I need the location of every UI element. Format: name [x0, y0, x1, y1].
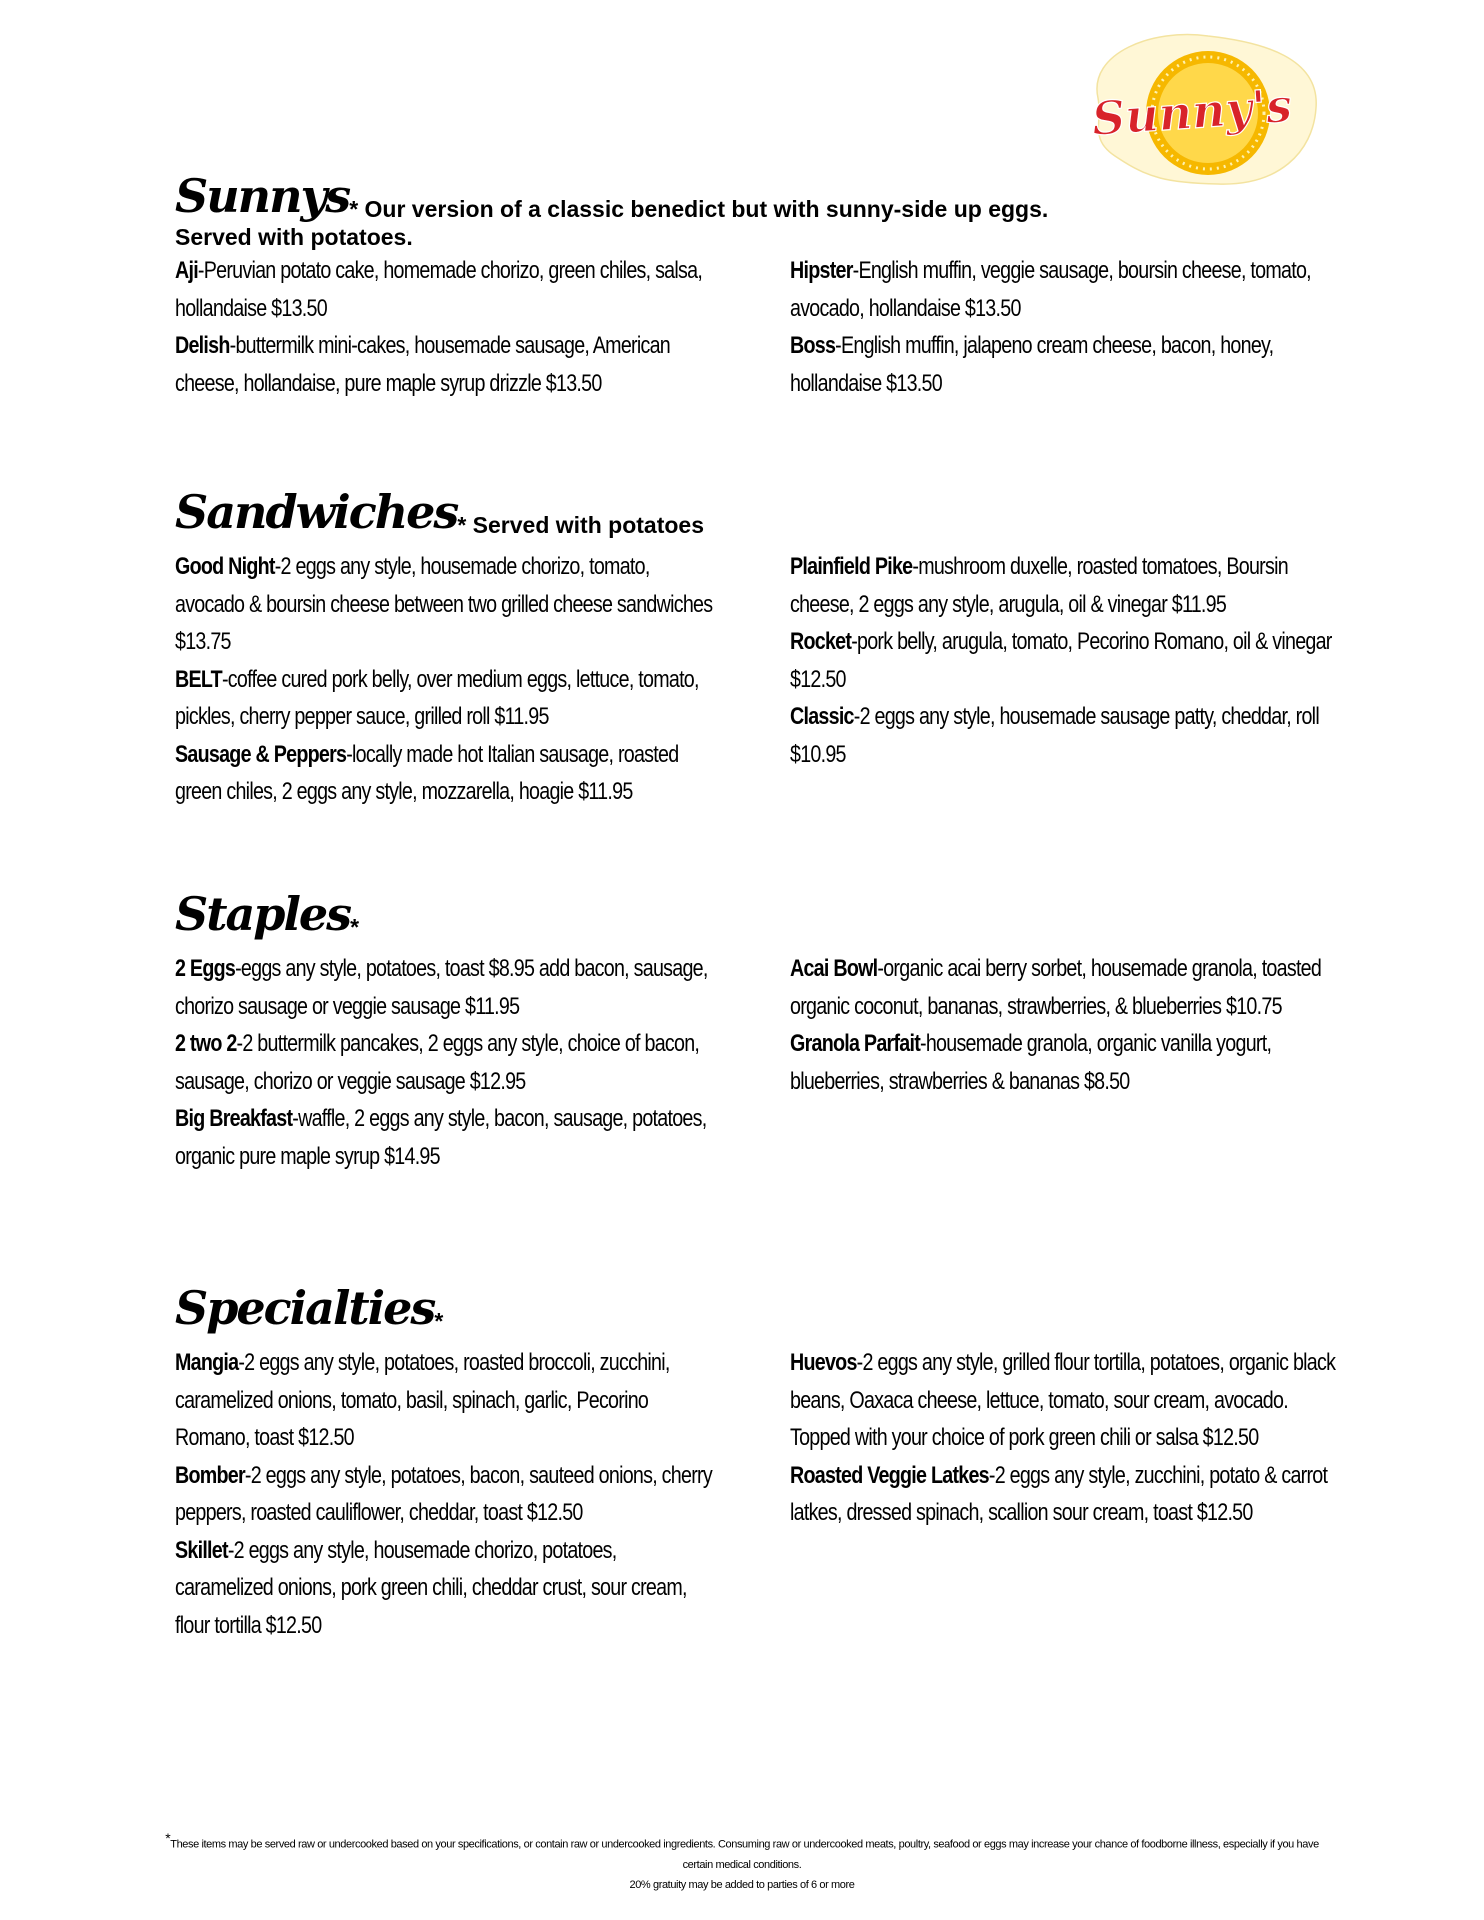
column-right — [790, 1344, 1350, 1532]
section-sunnys — [175, 168, 1345, 397]
item-description: -mushroom duxelle, roasted tomatoes, Boursin cheese, 2 eggs any style, arugula, oil & vinegar $11.95 — [790, 553, 1288, 618]
item-description: -2 buttermilk pancakes, 2 eggs any style, choice of bacon, sausage, chorizo or veggie sausage $12.95 — [175, 1030, 700, 1095]
column-right — [790, 252, 1350, 402]
item-description: -English muffin, jalapeno cream cheese, bacon, honey, hollandaise $13.50 — [790, 332, 1274, 397]
section-sandwiches — [175, 484, 1345, 805]
item-name: 2 two 2 — [175, 1030, 237, 1057]
item-name: Hipster — [790, 257, 853, 284]
menu-item — [175, 1457, 715, 1532]
section-title: Staples — [175, 887, 351, 941]
item-name: Sausage & Peppers — [175, 740, 347, 768]
menu-item — [790, 623, 1350, 698]
column-left — [175, 950, 715, 1175]
menu-item — [175, 252, 715, 327]
item-name: Aji — [175, 257, 198, 284]
menu-item — [175, 736, 715, 811]
section-specialties — [175, 1280, 1345, 1639]
item-description: -waffle, 2 eggs any style, bacon, sausage, potatoes, organic pure maple syrup $14.95 — [175, 1105, 707, 1170]
section-subtitle-line2: Served with potatoes. — [175, 224, 413, 250]
menu-item — [175, 327, 715, 402]
section-subtitle: Served with potatoes — [466, 512, 704, 538]
item-description: -organic acai berry sorbet, housemade granola, toasted organic coconut, bananas, strawberries, & blueberries $10.75 — [790, 955, 1322, 1020]
menu-item — [175, 1025, 715, 1100]
section-asterisk: * — [434, 1308, 444, 1334]
item-description: -locally made hot Italian sausage, roasted green chiles, 2 eggs any style, mozzarella, hoagie $11.95 — [175, 740, 679, 805]
section-staples — [175, 886, 1345, 1170]
item-name: 2 Eggs — [175, 955, 236, 982]
section-header — [175, 484, 1345, 540]
section-title: Sunnys — [175, 169, 350, 223]
item-name: Huevos — [790, 1349, 857, 1376]
menu-item — [175, 1100, 715, 1175]
item-description: -housemade granola, organic vanilla yogurt, blueberries, strawberries & bananas $8.50 — [790, 1030, 1272, 1095]
item-description: -2 eggs any style, grilled flour tortilla, potatoes, organic black beans, Oaxaca cheese, lettuce, tomato, sour cream, avocado. Topped with your choice of pork green chili or salsa $12.50 — [790, 1349, 1336, 1451]
disclaimer-asterisk: * — [165, 1830, 171, 1846]
menu-item — [790, 1457, 1350, 1532]
menu-item — [175, 661, 715, 736]
menu-item — [790, 252, 1350, 327]
section-header — [175, 168, 1345, 224]
column-left — [175, 252, 715, 402]
section-asterisk: * — [350, 914, 360, 940]
sunnys-logo — [1058, 28, 1320, 188]
gratuity-note: 20% gratuity may be added to parties of 6 or more — [629, 1878, 855, 1891]
item-name: Granola Parfait — [790, 1030, 921, 1057]
item-name: Mangia — [175, 1349, 239, 1376]
item-description: -buttermilk mini-cakes, housemade sausage, American cheese, hollandaise, pure maple syrup drizzle $13.50 — [175, 332, 670, 397]
logo-text: Sunny's — [1090, 78, 1294, 146]
item-name: Acai Bowl — [790, 955, 878, 982]
item-name: BELT — [175, 665, 222, 693]
section-title: Sandwiches — [175, 485, 458, 539]
section-header — [175, 1280, 1345, 1336]
column-right — [790, 950, 1350, 1100]
menu-item — [175, 950, 715, 1025]
fried-egg-logo-icon — [1058, 28, 1320, 188]
item-name: Skillet — [175, 1536, 228, 1564]
item-description: -2 eggs any style, housemade sausage patty, cheddar, roll $10.95 — [790, 703, 1319, 768]
item-name: Boss — [790, 332, 836, 359]
column-left — [175, 548, 715, 811]
item-description: -2 eggs any style, housemade chorizo, potatoes, caramelized onions, pork green chili, cheddar crust, sour cream, flour tortilla $12.50 — [175, 1536, 687, 1639]
menu-item — [790, 548, 1350, 623]
section-asterisk: * — [457, 512, 467, 538]
item-name: Rocket — [790, 628, 852, 655]
menu-item — [175, 1532, 715, 1645]
item-description: -pork belly, arugula, tomato, Pecorino Romano, oil & vinegar $12.50 — [790, 628, 1332, 693]
item-name: Plainfield Pike — [790, 553, 913, 580]
column-left — [175, 1344, 715, 1644]
section-title: Specialties — [175, 1281, 435, 1335]
menu-item — [790, 1025, 1350, 1100]
footer — [150, 1828, 1334, 1895]
item-description: -coffee cured pork belly, over medium eggs, lettuce, tomato, pickles, cherry pepper sauce, grilled roll $11.95 — [175, 665, 699, 730]
item-name: Bomber — [175, 1461, 245, 1489]
menu-item — [790, 698, 1350, 773]
item-description: -2 eggs any style, housemade chorizo, tomato, avocado & boursin cheese between two grilled cheese sandwiches $13.75 — [175, 553, 713, 655]
item-description: -English muffin, veggie sausage, boursin cheese, tomato, avocado, hollandaise $13.50 — [790, 257, 1311, 322]
item-description: -2 eggs any style, potatoes, roasted broccoli, zucchini, caramelized onions, tomato, basil, spinach, garlic, Pecorino Romano, toast $12.50 — [175, 1349, 670, 1451]
item-description: -Peruvian potato cake, homemade chorizo, green chiles, salsa, hollandaise $13.50 — [175, 257, 703, 322]
column-right — [790, 548, 1350, 773]
menu-item — [175, 548, 715, 661]
item-description: -2 eggs any style, potatoes, bacon, sauteed onions, cherry peppers, roasted cauliflower, cheddar, toast $12.50 — [175, 1461, 712, 1526]
item-name: Roasted Veggie Latkes — [790, 1461, 989, 1489]
menu-item — [175, 1344, 715, 1457]
item-description: -eggs any style, potatoes, toast $8.95 add bacon, sausage, chorizo sausage or veggie sausage $11.95 — [175, 955, 708, 1020]
disclaimer-text: These items may be served raw or undercooked based on your specifications, or contain raw or undercooked ingredients. Consuming raw or undercooked meats, poultry, seafood or eggs may increase your chance of foodborne illness, especially if you have certain medical conditions. — [170, 1838, 1319, 1871]
menu-item — [790, 950, 1350, 1025]
section-header — [175, 886, 1345, 942]
menu-item — [790, 327, 1350, 402]
item-name: Big Breakfast — [175, 1105, 293, 1132]
item-name: Good Night — [175, 553, 275, 580]
item-description: -2 eggs any style, zucchini, potato & carrot latkes, dressed spinach, scallion sour cream, toast $12.50 — [790, 1461, 1328, 1526]
item-name: Delish — [175, 332, 230, 359]
section-subtitle: Our version of a classic benedict but with sunny-side up eggs. — [358, 196, 1049, 222]
menu-item — [790, 1344, 1350, 1457]
item-name: Classic — [790, 703, 854, 730]
section-asterisk: * — [349, 196, 359, 222]
disclaimer — [150, 1828, 1334, 1875]
